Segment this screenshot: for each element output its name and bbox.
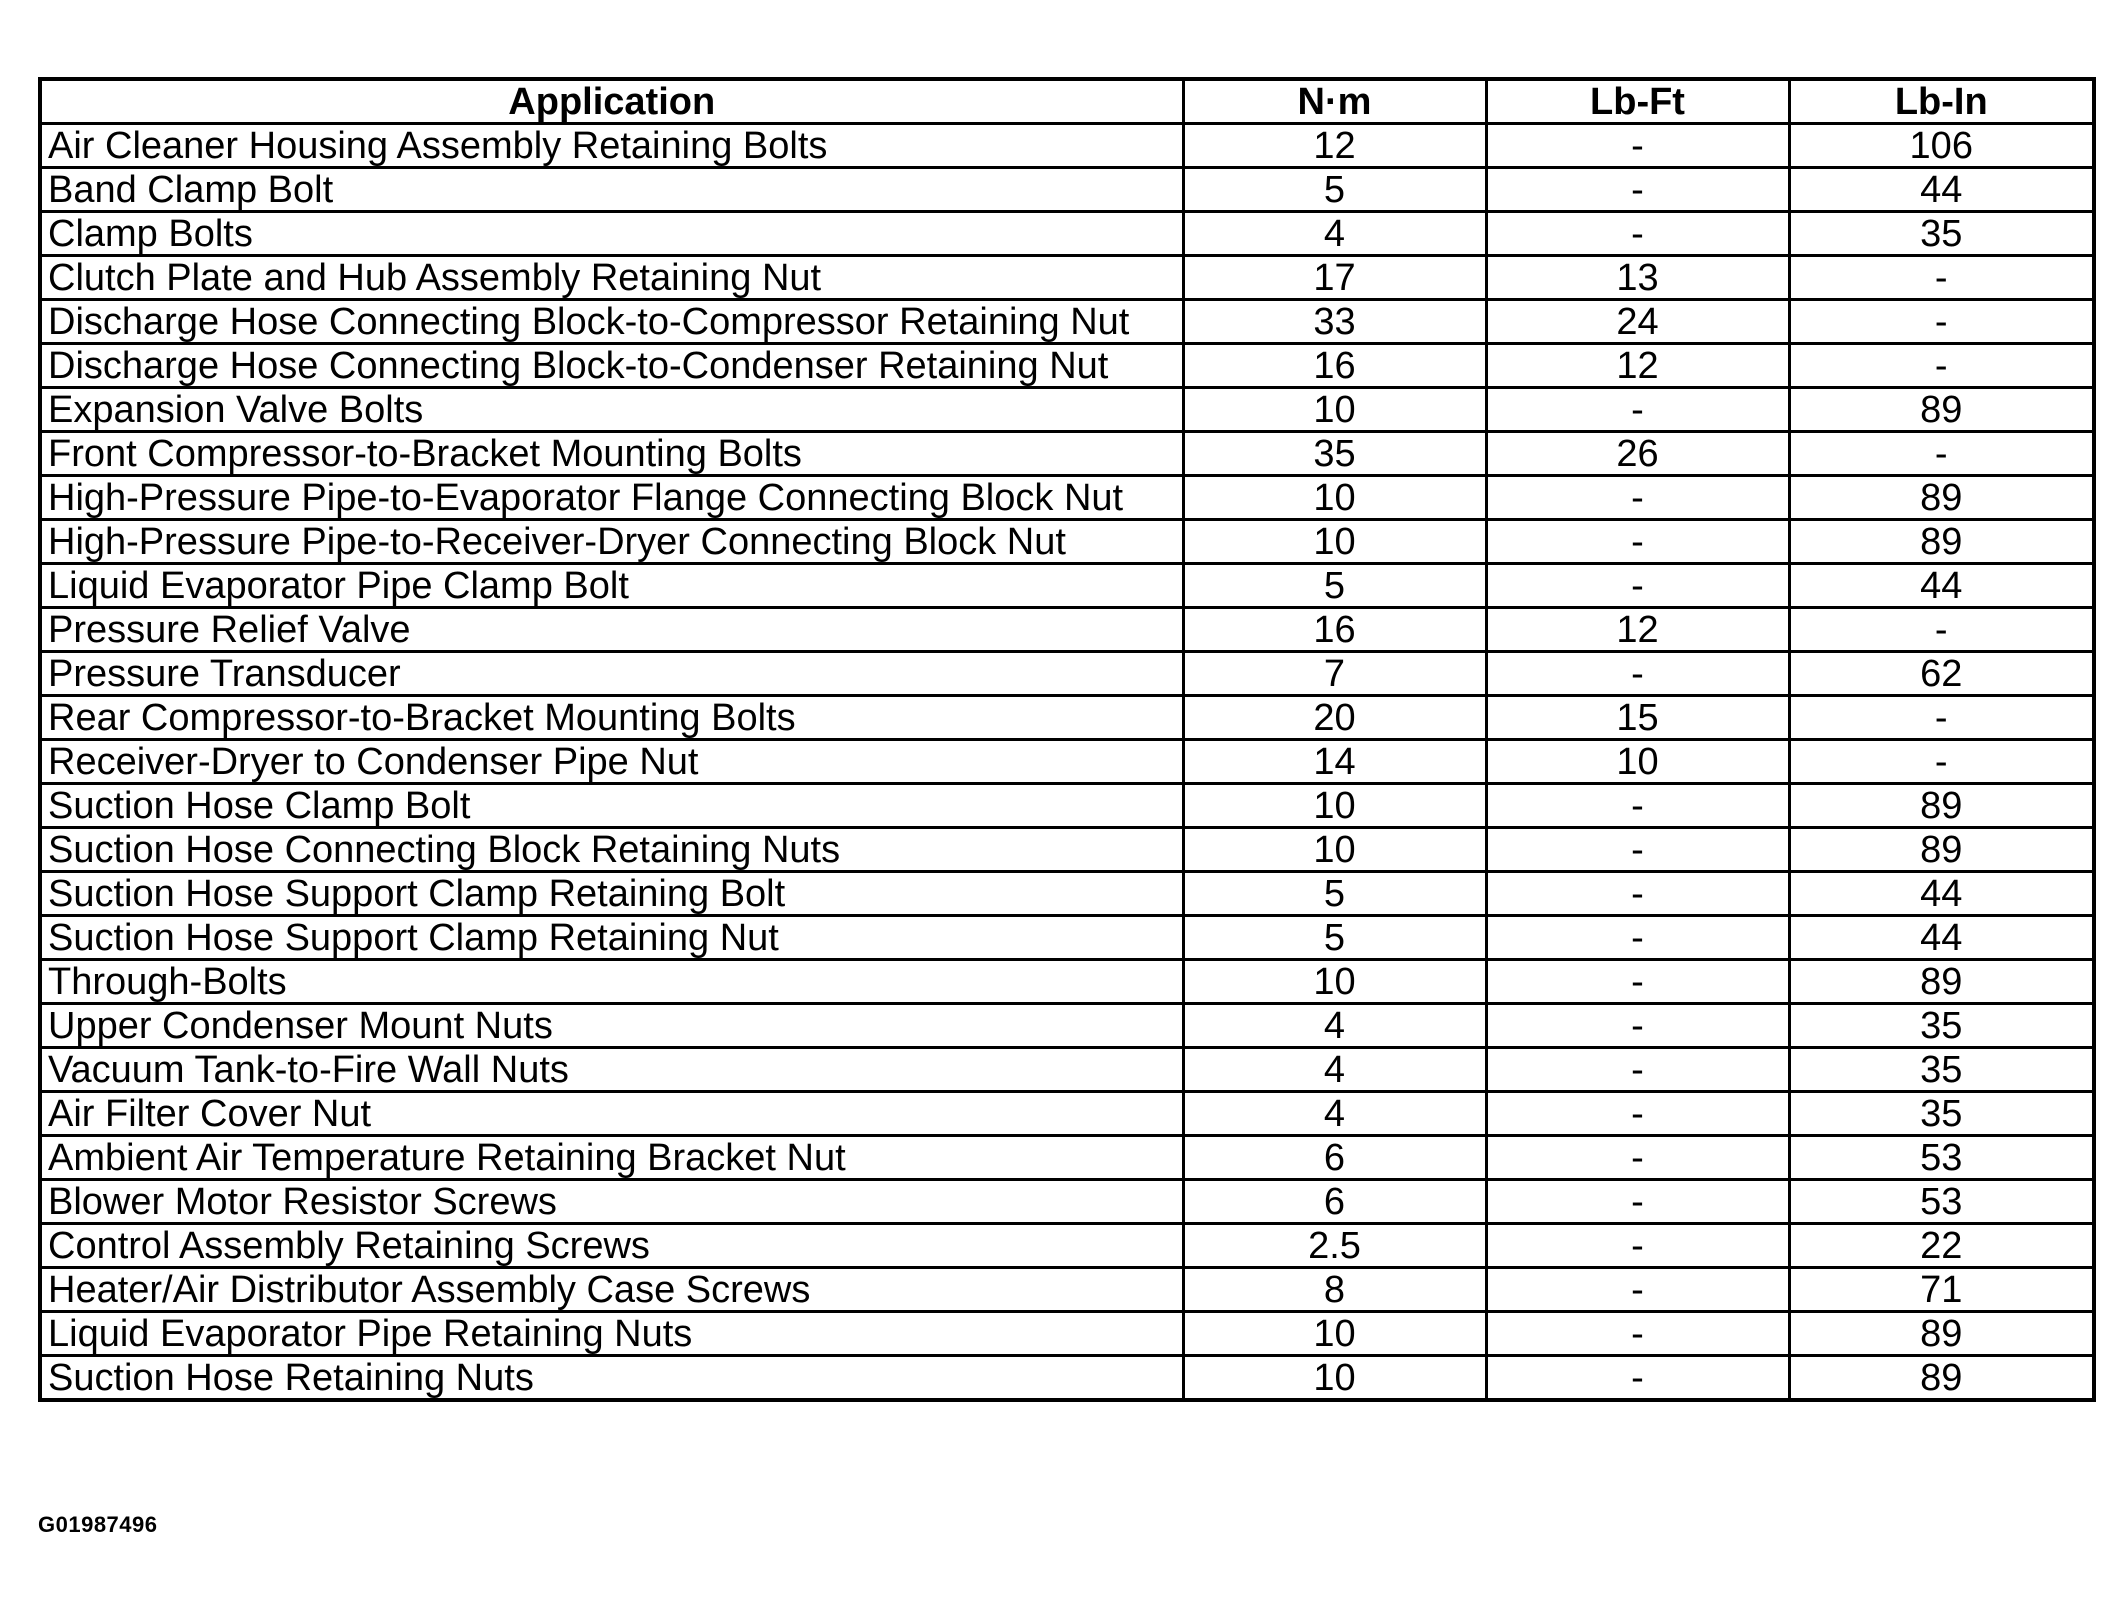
- cell-nm: 35: [1183, 432, 1486, 476]
- cell-lbft: -: [1486, 1224, 1789, 1268]
- cell-application: Vacuum Tank-to-Fire Wall Nuts: [40, 1048, 1183, 1092]
- cell-application: Blower Motor Resistor Screws: [40, 1180, 1183, 1224]
- header-lbft: Lb-Ft: [1486, 79, 1789, 124]
- cell-application: High-Pressure Pipe-to-Evaporator Flange Connecting Block Nut: [40, 476, 1183, 520]
- table-row: [40, 828, 2094, 872]
- cell-application: Control Assembly Retaining Screws: [40, 1224, 1183, 1268]
- cell-nm: 10: [1183, 520, 1486, 564]
- cell-application: Discharge Hose Connecting Block-to-Compressor Retaining Nut: [40, 300, 1183, 344]
- table-row: [40, 652, 2094, 696]
- cell-application: Through-Bolts: [40, 960, 1183, 1004]
- cell-lbft: 15: [1486, 696, 1789, 740]
- cell-lbin: -: [1789, 300, 2094, 344]
- table-row: [40, 1092, 2094, 1136]
- cell-nm: 10: [1183, 784, 1486, 828]
- cell-lbft: -: [1486, 1004, 1789, 1048]
- table-row: [40, 1268, 2094, 1312]
- cell-lbft: -: [1486, 872, 1789, 916]
- table-row: [40, 520, 2094, 564]
- cell-nm: 5: [1183, 168, 1486, 212]
- cell-lbft: -: [1486, 168, 1789, 212]
- cell-application: Heater/Air Distributor Assembly Case Screws: [40, 1268, 1183, 1312]
- header-lbin: Lb-In: [1789, 79, 2094, 124]
- cell-lbin: -: [1789, 256, 2094, 300]
- cell-nm: 33: [1183, 300, 1486, 344]
- cell-lbin: 44: [1789, 872, 2094, 916]
- cell-lbft: 12: [1486, 608, 1789, 652]
- cell-nm: 16: [1183, 344, 1486, 388]
- cell-lbin: 35: [1789, 212, 2094, 256]
- cell-lbft: -: [1486, 784, 1789, 828]
- cell-nm: 10: [1183, 1312, 1486, 1356]
- cell-application: Liquid Evaporator Pipe Retaining Nuts: [40, 1312, 1183, 1356]
- cell-lbft: -: [1486, 124, 1789, 168]
- table-row: [40, 476, 2094, 520]
- table-row: [40, 564, 2094, 608]
- table-row: [40, 256, 2094, 300]
- cell-application: Suction Hose Retaining Nuts: [40, 1356, 1183, 1401]
- table-row: [40, 916, 2094, 960]
- cell-lbin: -: [1789, 608, 2094, 652]
- cell-application: Pressure Transducer: [40, 652, 1183, 696]
- table-row: [40, 300, 2094, 344]
- cell-lbin: 106: [1789, 124, 2094, 168]
- cell-lbft: -: [1486, 828, 1789, 872]
- cell-lbin: 89: [1789, 828, 2094, 872]
- cell-lbft: 10: [1486, 740, 1789, 784]
- cell-nm: 6: [1183, 1136, 1486, 1180]
- cell-lbft: 13: [1486, 256, 1789, 300]
- table-row: [40, 1180, 2094, 1224]
- cell-lbft: -: [1486, 1268, 1789, 1312]
- cell-nm: 4: [1183, 1048, 1486, 1092]
- cell-lbft: -: [1486, 212, 1789, 256]
- cell-application: Pressure Relief Valve: [40, 608, 1183, 652]
- cell-lbin: 53: [1789, 1136, 2094, 1180]
- table-body: [40, 124, 2094, 1401]
- cell-nm: 2.5: [1183, 1224, 1486, 1268]
- cell-nm: 12: [1183, 124, 1486, 168]
- cell-nm: 20: [1183, 696, 1486, 740]
- table-row: [40, 1136, 2094, 1180]
- cell-application: Expansion Valve Bolts: [40, 388, 1183, 432]
- cell-lbft: 12: [1486, 344, 1789, 388]
- cell-lbin: 89: [1789, 960, 2094, 1004]
- cell-nm: 5: [1183, 916, 1486, 960]
- cell-lbin: 89: [1789, 388, 2094, 432]
- cell-lbin: 35: [1789, 1004, 2094, 1048]
- cell-lbft: -: [1486, 652, 1789, 696]
- cell-application: Rear Compressor-to-Bracket Mounting Bolts: [40, 696, 1183, 740]
- table-row: [40, 960, 2094, 1004]
- table-row: [40, 784, 2094, 828]
- cell-lbin: 89: [1789, 1356, 2094, 1401]
- cell-lbft: -: [1486, 1312, 1789, 1356]
- cell-application: Clutch Plate and Hub Assembly Retaining Nut: [40, 256, 1183, 300]
- cell-application: Receiver-Dryer to Condenser Pipe Nut: [40, 740, 1183, 784]
- table-row: [40, 740, 2094, 784]
- header-row: [40, 79, 2094, 124]
- cell-nm: 10: [1183, 388, 1486, 432]
- cell-lbft: -: [1486, 960, 1789, 1004]
- cell-nm: 10: [1183, 476, 1486, 520]
- cell-lbft: -: [1486, 520, 1789, 564]
- cell-application: Ambient Air Temperature Retaining Bracket Nut: [40, 1136, 1183, 1180]
- cell-nm: 4: [1183, 212, 1486, 256]
- header-nm: N·m: [1183, 79, 1486, 124]
- header-application: Application: [40, 79, 1183, 124]
- cell-application: Suction Hose Support Clamp Retaining Nut: [40, 916, 1183, 960]
- cell-nm: 6: [1183, 1180, 1486, 1224]
- cell-lbin: 35: [1789, 1092, 2094, 1136]
- cell-nm: 10: [1183, 828, 1486, 872]
- table-row: [40, 432, 2094, 476]
- cell-application: Air Filter Cover Nut: [40, 1092, 1183, 1136]
- cell-application: High-Pressure Pipe-to-Receiver-Dryer Connecting Block Nut: [40, 520, 1183, 564]
- cell-lbft: -: [1486, 1356, 1789, 1401]
- cell-lbft: -: [1486, 1136, 1789, 1180]
- cell-application: Front Compressor-to-Bracket Mounting Bolts: [40, 432, 1183, 476]
- cell-lbft: -: [1486, 1180, 1789, 1224]
- cell-application: Suction Hose Support Clamp Retaining Bolt: [40, 872, 1183, 916]
- cell-nm: 16: [1183, 608, 1486, 652]
- cell-lbft: -: [1486, 1048, 1789, 1092]
- table-row: [40, 1224, 2094, 1268]
- table-row: [40, 1312, 2094, 1356]
- table-row: [40, 388, 2094, 432]
- cell-nm: 5: [1183, 564, 1486, 608]
- cell-lbin: 22: [1789, 1224, 2094, 1268]
- torque-spec-table: [38, 77, 2096, 1402]
- cell-application: Suction Hose Clamp Bolt: [40, 784, 1183, 828]
- table-row: [40, 344, 2094, 388]
- cell-application: Liquid Evaporator Pipe Clamp Bolt: [40, 564, 1183, 608]
- cell-application: Band Clamp Bolt: [40, 168, 1183, 212]
- cell-nm: 10: [1183, 960, 1486, 1004]
- cell-lbin: -: [1789, 696, 2094, 740]
- cell-lbin: 44: [1789, 916, 2094, 960]
- table-row: [40, 696, 2094, 740]
- cell-lbin: 89: [1789, 476, 2094, 520]
- cell-application: Suction Hose Connecting Block Retaining Nuts: [40, 828, 1183, 872]
- cell-lbft: -: [1486, 388, 1789, 432]
- cell-nm: 7: [1183, 652, 1486, 696]
- cell-nm: 14: [1183, 740, 1486, 784]
- cell-lbin: -: [1789, 344, 2094, 388]
- figure-id: G01987496: [38, 1512, 158, 1537]
- table-row: [40, 124, 2094, 168]
- cell-nm: 17: [1183, 256, 1486, 300]
- cell-lbin: 89: [1789, 1312, 2094, 1356]
- table-row: [40, 212, 2094, 256]
- cell-lbin: 44: [1789, 564, 2094, 608]
- cell-lbin: 71: [1789, 1268, 2094, 1312]
- cell-nm: 8: [1183, 1268, 1486, 1312]
- cell-lbin: 44: [1789, 168, 2094, 212]
- cell-lbin: 89: [1789, 784, 2094, 828]
- cell-lbft: -: [1486, 1092, 1789, 1136]
- cell-lbin: -: [1789, 432, 2094, 476]
- table-row: [40, 1004, 2094, 1048]
- cell-application: Clamp Bolts: [40, 212, 1183, 256]
- cell-nm: 4: [1183, 1092, 1486, 1136]
- cell-lbft: -: [1486, 476, 1789, 520]
- cell-nm: 4: [1183, 1004, 1486, 1048]
- cell-nm: 10: [1183, 1356, 1486, 1401]
- table-row: [40, 1356, 2094, 1401]
- cell-lbin: 89: [1789, 520, 2094, 564]
- cell-lbin: 62: [1789, 652, 2094, 696]
- cell-application: Air Cleaner Housing Assembly Retaining Bolts: [40, 124, 1183, 168]
- cell-lbin: 35: [1789, 1048, 2094, 1092]
- cell-lbft: -: [1486, 564, 1789, 608]
- cell-lbin: -: [1789, 740, 2094, 784]
- table-header: [40, 79, 2094, 124]
- table-row: [40, 1048, 2094, 1092]
- table-row: [40, 608, 2094, 652]
- cell-application: Discharge Hose Connecting Block-to-Condenser Retaining Nut: [40, 344, 1183, 388]
- table-row: [40, 872, 2094, 916]
- cell-lbft: 24: [1486, 300, 1789, 344]
- cell-lbft: -: [1486, 916, 1789, 960]
- cell-nm: 5: [1183, 872, 1486, 916]
- cell-application: Upper Condenser Mount Nuts: [40, 1004, 1183, 1048]
- cell-lbft: 26: [1486, 432, 1789, 476]
- cell-lbin: 53: [1789, 1180, 2094, 1224]
- table-row: [40, 168, 2094, 212]
